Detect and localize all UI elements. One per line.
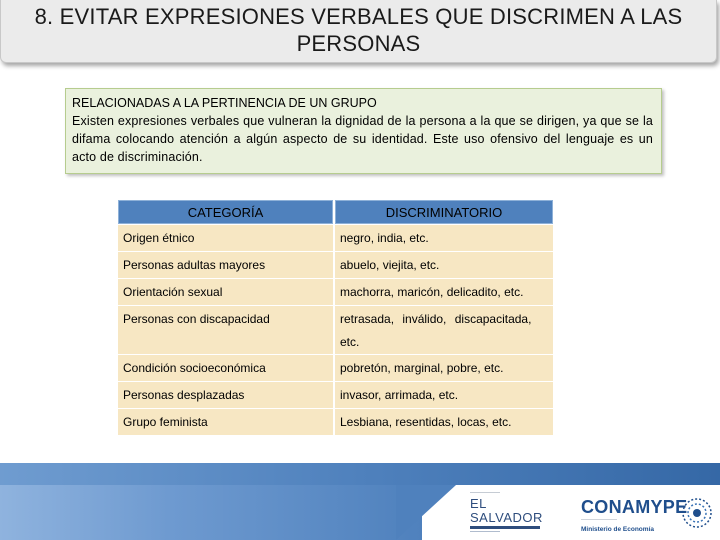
terms-cell: machorra, maricón, delicadito, etc. (335, 279, 553, 305)
ministry-label: Ministerio de Economía (581, 526, 654, 533)
conamype-logo (581, 497, 717, 535)
logo-small-print: ———————— (581, 517, 617, 522)
table-row (118, 225, 553, 251)
terms-cell-line-1: retrasada, inválido, discapacitada, (340, 312, 532, 326)
table-row (118, 279, 553, 305)
dotted-globe-icon (681, 497, 713, 529)
header-discriminatorio: DISCRIMINATORIO (335, 200, 553, 224)
intro-paragraph: Existen expresiones verbales que vulneran la dignidad de la persona a la que se dirigen, ya que se la difama colocando atención a algún aspecto de su identidad. Este uso ofensivo del lenguaje es un acto de discriminación. (72, 114, 653, 164)
table-row (118, 306, 553, 354)
terms-cell: invasor, arrimada, etc. (335, 382, 553, 408)
terms-cell-line-2: etc. (340, 335, 360, 349)
slide-title-box (0, 0, 717, 63)
category-cell: Condición socioeconómica (118, 355, 333, 381)
category-cell: Grupo feminista (118, 409, 333, 435)
intro-heading: RELACIONADAS A LA PERTINENCIA DE UN GRUPO (72, 96, 377, 110)
logo-tagline-mark: —————— (470, 529, 500, 535)
header-categoria: CATEGORÍA (118, 200, 333, 224)
category-cell: Orientación sexual (118, 279, 333, 305)
slide-title-line-2: PERSONAS (296, 31, 421, 56)
terms-cell: abuelo, viejita, etc. (335, 252, 553, 278)
table-row (118, 355, 553, 381)
category-cell: Personas adultas mayores (118, 252, 333, 278)
table-row (118, 382, 553, 408)
logo-small-print: —————— (470, 490, 500, 496)
conamype-wordmark: CONAMYPE (581, 497, 688, 517)
table-row (118, 252, 553, 278)
el-salvador-wordmark: EL SALVADOR (470, 496, 543, 525)
table-row (118, 409, 553, 435)
footer-gradient-panel (0, 485, 422, 540)
slide-title-line-1: 8. EVITAR EXPRESIONES VERBALES QUE DISCRIMEN A LAS (34, 4, 683, 29)
category-cell: Personas con discapacidad (118, 306, 333, 354)
terms-cell: pobretón, marginal, pobre, etc. (335, 355, 553, 381)
category-cell: Origen étnico (118, 225, 333, 251)
terms-cell: negro, india, etc. (335, 225, 553, 251)
el-salvador-logo (470, 490, 560, 535)
footer-diagonal-stripe (396, 485, 456, 540)
table-header-row (118, 200, 553, 224)
discrimination-table (118, 200, 553, 435)
footer-band (0, 463, 720, 485)
category-cell: Personas desplazadas (118, 382, 333, 408)
terms-cell (335, 306, 553, 354)
intro-text-box (65, 88, 662, 174)
terms-cell: Lesbiana, resentidas, locas, etc. (335, 409, 553, 435)
